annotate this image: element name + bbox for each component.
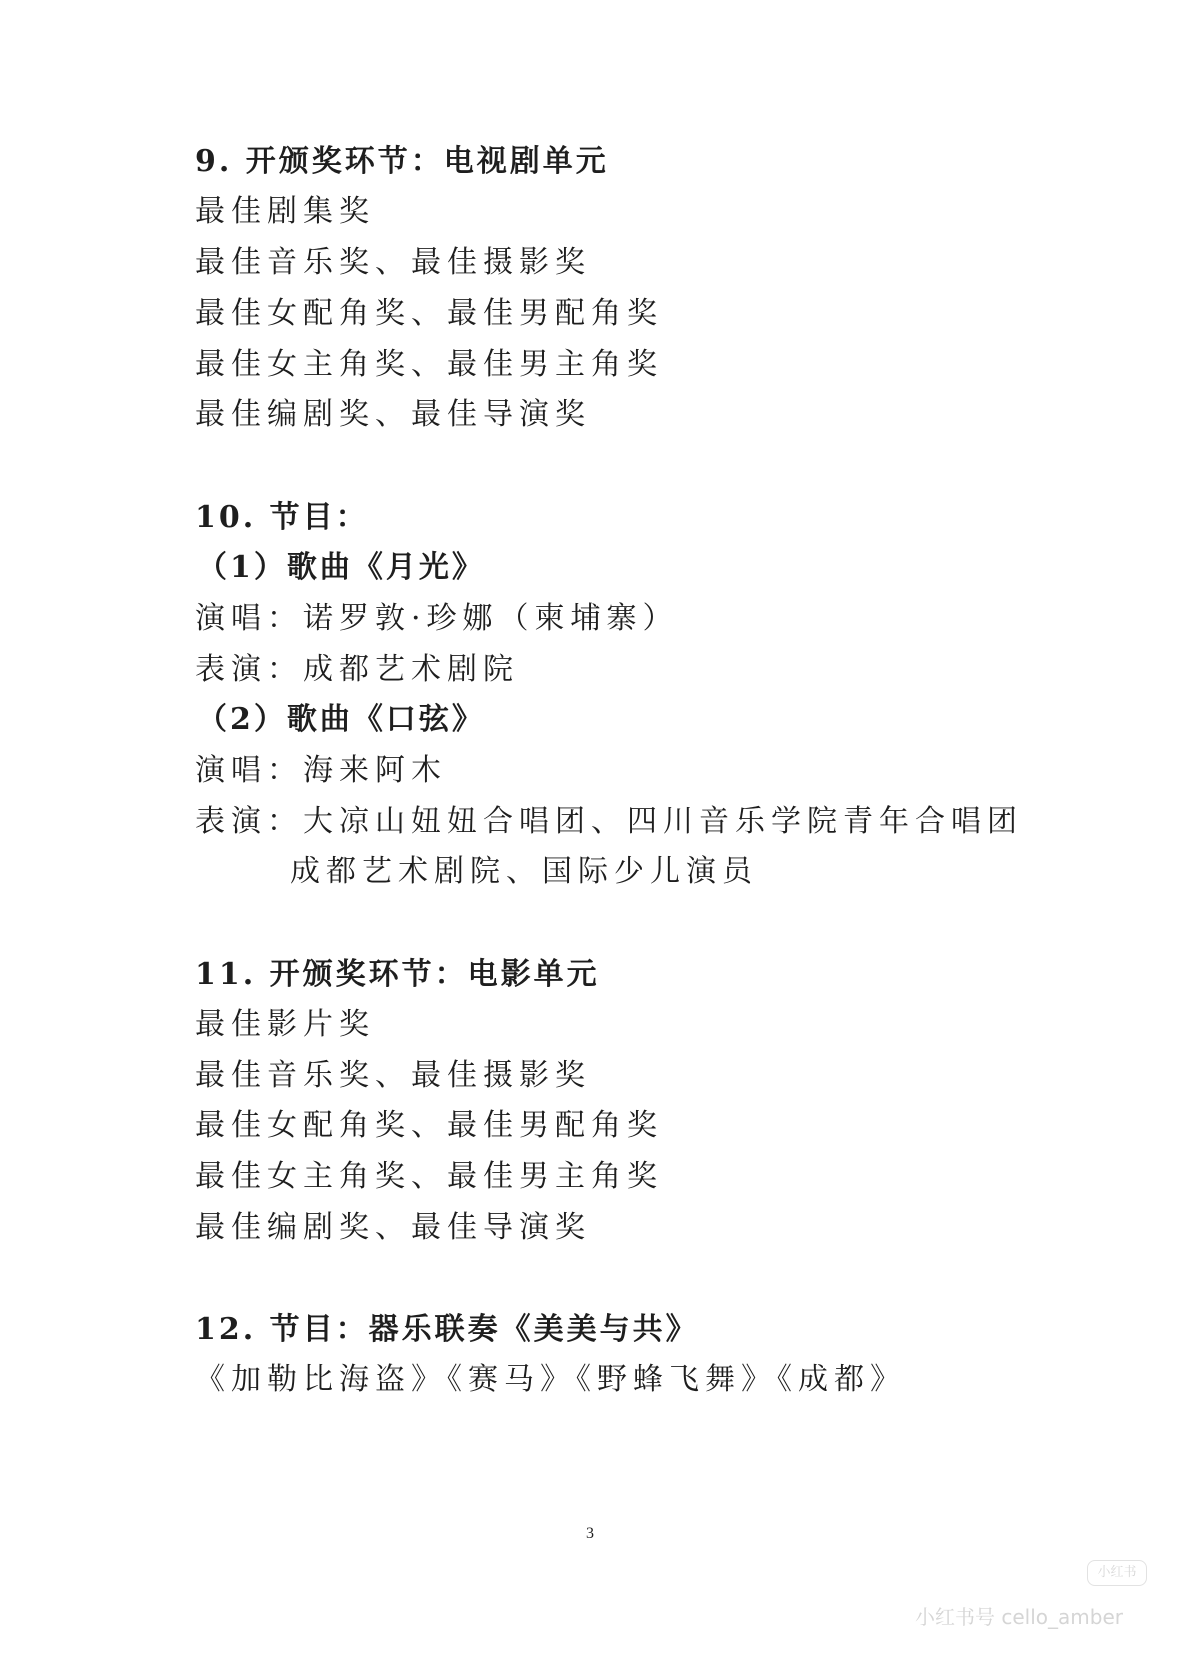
award-line: 最佳女主角奖、最佳男主角奖 (195, 347, 663, 382)
program-item-title: （2）歌曲《口弦》 (197, 702, 485, 737)
page-number: 3 (586, 1525, 594, 1542)
section-12-heading: 12. 节目：器乐联奏《美美与共》 (195, 1312, 699, 1347)
award-line: 最佳音乐奖、最佳摄影奖 (195, 245, 591, 280)
section-9-heading: 9. 开颁奖环节：电视剧单元 (195, 144, 609, 179)
program-item-title: （1）歌曲《月光》 (197, 550, 485, 585)
program-performer-continued: 成都艺术剧院、国际少儿演员 (290, 854, 758, 889)
program-singer: 演唱：诺罗敦·珍娜（柬埔寨） (195, 601, 679, 636)
program-performer: 表演：大凉山妞妞合唱团、四川音乐学院青年合唱团 (195, 804, 1023, 839)
section-11-heading: 11. 开颁奖环节：电影单元 (195, 957, 600, 992)
section-10-heading: 10. 节目： (195, 500, 369, 535)
award-line: 最佳女配角奖、最佳男配角奖 (195, 1108, 663, 1143)
award-line: 最佳编剧奖、最佳导演奖 (195, 397, 591, 432)
award-line: 最佳音乐奖、最佳摄影奖 (195, 1058, 591, 1093)
program-performer: 表演：成都艺术剧院 (195, 652, 519, 687)
award-line: 最佳影片奖 (195, 1007, 375, 1042)
watermark-text: 小红书号 cello_amber (915, 1605, 1123, 1629)
watermark-logo: 小红书 (1087, 1560, 1147, 1586)
award-line: 最佳女配角奖、最佳男配角奖 (195, 296, 663, 331)
piece-list: 《加勒比海盗》《赛马》《野蜂飞舞》《成都》 (195, 1362, 906, 1397)
award-line: 最佳女主角奖、最佳男主角奖 (195, 1159, 663, 1194)
program-singer: 演唱：海来阿木 (195, 753, 447, 788)
award-line: 最佳编剧奖、最佳导演奖 (195, 1210, 591, 1245)
award-line: 最佳剧集奖 (195, 194, 375, 229)
